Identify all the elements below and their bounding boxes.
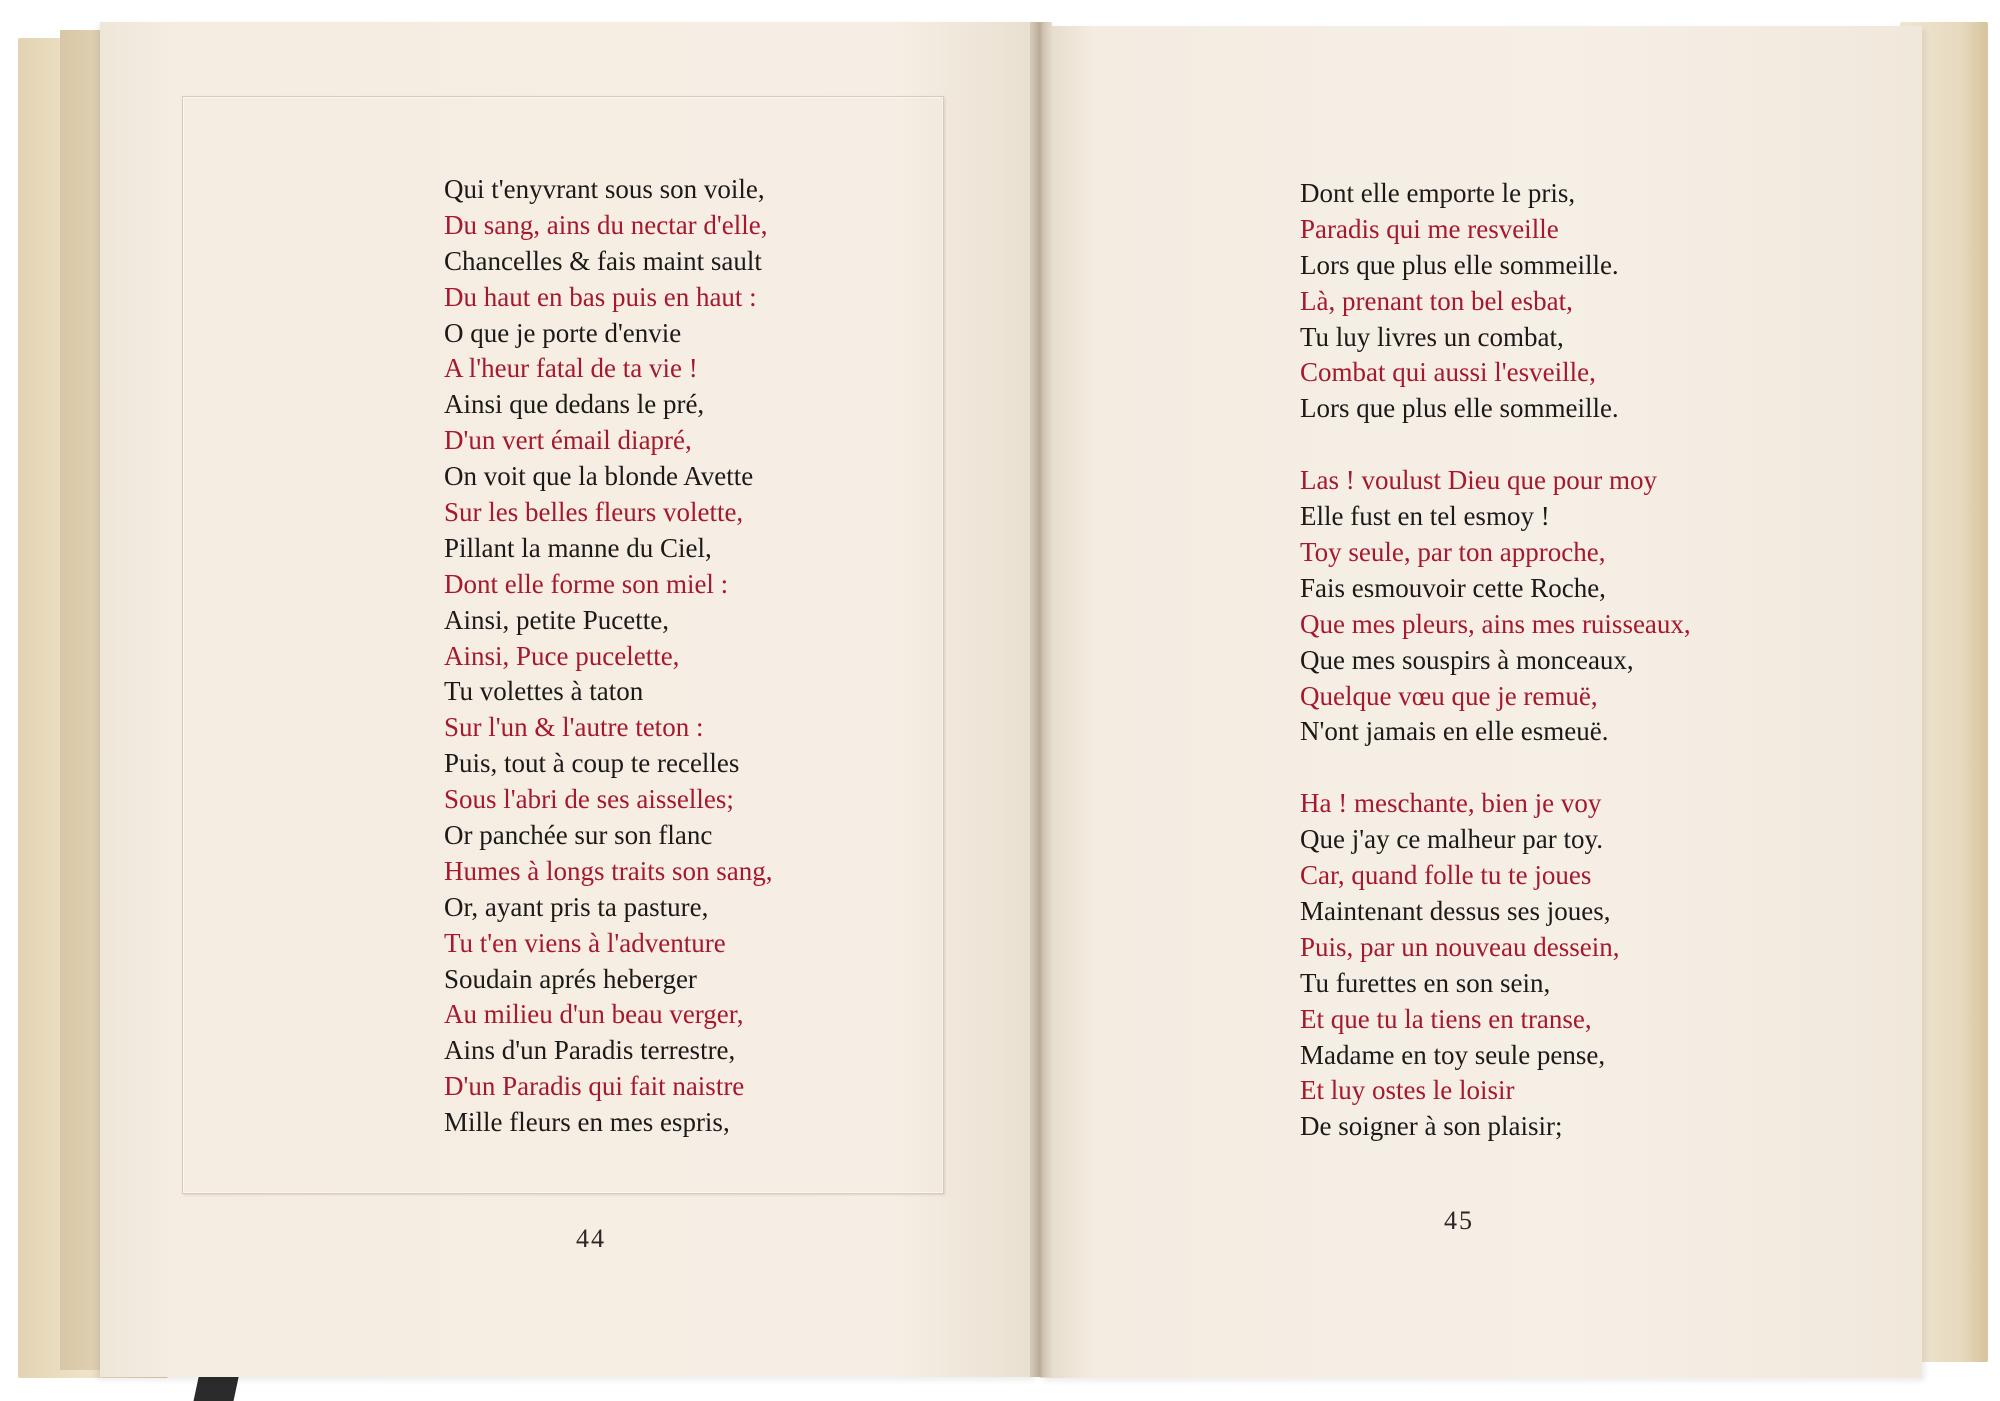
verse-line: Elle fust en tel esmoy ! — [1300, 501, 1550, 532]
verse-line: Madame en toy seule pense, — [1300, 1039, 1606, 1070]
verse-line: N'ont jamais en elle esmeuë. — [1300, 716, 1609, 747]
verse-line: Puis, par un nouveau dessein, — [1300, 931, 1620, 962]
verse-line: D'un Paradis qui fait naistre — [444, 1071, 745, 1102]
verse-line: De soigner à son plaisir; — [1300, 1111, 1563, 1142]
verse-line: Or panchée sur son flanc — [444, 820, 713, 851]
verse-line: Et luy ostes le loisir — [1300, 1075, 1515, 1106]
verse-line: Ainsi, petite Pucette, — [444, 604, 669, 635]
verse-line: Paradis qui me resveille — [1300, 213, 1559, 244]
verse-line: Ha ! meschante, bien je voy — [1300, 788, 1602, 819]
verse-line: A l'heur fatal de ta vie ! — [444, 353, 698, 384]
verse-line: Qui t'enyvrant sous son voile, — [444, 174, 765, 204]
verse-line: Ainsi, Puce pucelette, — [444, 640, 680, 671]
verse-line: On voit que la blonde Avette — [444, 461, 754, 492]
verse-line: Lors que plus elle sommeille. — [1300, 249, 1619, 280]
verse-line: Pillant la manne du Ciel, — [444, 532, 712, 563]
verse-line: Mille fleurs en mes espris, — [444, 1107, 730, 1138]
page-number-left: 44 — [576, 1224, 606, 1253]
verse-line: Or, ayant pris ta pasture, — [444, 891, 709, 922]
verse-line: Du sang, ains du nectar d'elle, — [444, 209, 768, 240]
verse-line: O que je porte d'envie — [444, 317, 682, 348]
verse-line: Toy seule, par ton approche, — [1300, 537, 1606, 568]
verse-line: Chancelles & fais maint sault — [444, 245, 762, 276]
verse-line: Sur les belles fleurs volette, — [444, 497, 744, 528]
left-page-verse — [444, 172, 772, 1141]
stanza-break — [1300, 750, 1691, 786]
verse-line: Tu furettes en son sein, — [1300, 967, 1551, 998]
verse-line: Au milieu d'un beau verger, — [444, 999, 744, 1030]
verse-line: Tu t'en viens à l'adventure — [444, 927, 726, 958]
verse-line: Tu luy livres un combat, — [1300, 321, 1564, 352]
verse-line: Sous l'abri de ses aisselles; — [444, 784, 734, 815]
verse-line: Que mes souspirs à monceaux, — [1300, 644, 1634, 675]
verse-line: Puis, tout à coup te recelles — [444, 748, 740, 779]
verse-line: Que mes pleurs, ains mes ruisseaux, — [1300, 608, 1691, 639]
verse-line: Dont elle emporte le pris, — [1300, 178, 1576, 208]
right-page-verse — [1300, 176, 1691, 1145]
verse-line: Fais esmouvoir cette Roche, — [1300, 572, 1606, 603]
verse-line: Car, quand folle tu te joues — [1300, 860, 1592, 891]
verse-line: Dont elle forme son miel : — [444, 568, 729, 599]
book-gutter — [1030, 22, 1052, 1377]
verse-line: Tu volettes à taton — [444, 676, 644, 707]
verse-line: Du haut en bas puis en haut : — [444, 281, 757, 312]
verse-line: Quelque vœu que je remuë, — [1300, 680, 1598, 711]
verse-line: Maintenant dessus ses joues, — [1300, 896, 1611, 927]
verse-line: Là, prenant ton bel esbat, — [1300, 285, 1573, 316]
verse-line: Soudain aprés heberger — [444, 963, 697, 994]
verse-line: Ainsi que dedans le pré, — [444, 389, 705, 420]
verse-line: Et que tu la tiens en transe, — [1300, 1003, 1592, 1034]
verse-line: Sur l'un & l'autre teton : — [444, 712, 704, 743]
verse-line: Humes à longs traits son sang, — [444, 855, 773, 886]
stanza-break — [1300, 427, 1691, 463]
verse-line: Que j'ay ce malheur par toy. — [1300, 824, 1603, 855]
page-number-right: 45 — [1444, 1206, 1474, 1235]
verse-line: D'un vert émail diapré, — [444, 425, 692, 456]
verse-line: Ains d'un Paradis terrestre, — [444, 1035, 736, 1066]
verse-line: Lors que plus elle sommeille. — [1300, 393, 1619, 424]
verse-line: Combat qui aussi l'esveille, — [1300, 357, 1596, 388]
verse-line: Las ! voulust Dieu que pour moy — [1300, 465, 1657, 496]
